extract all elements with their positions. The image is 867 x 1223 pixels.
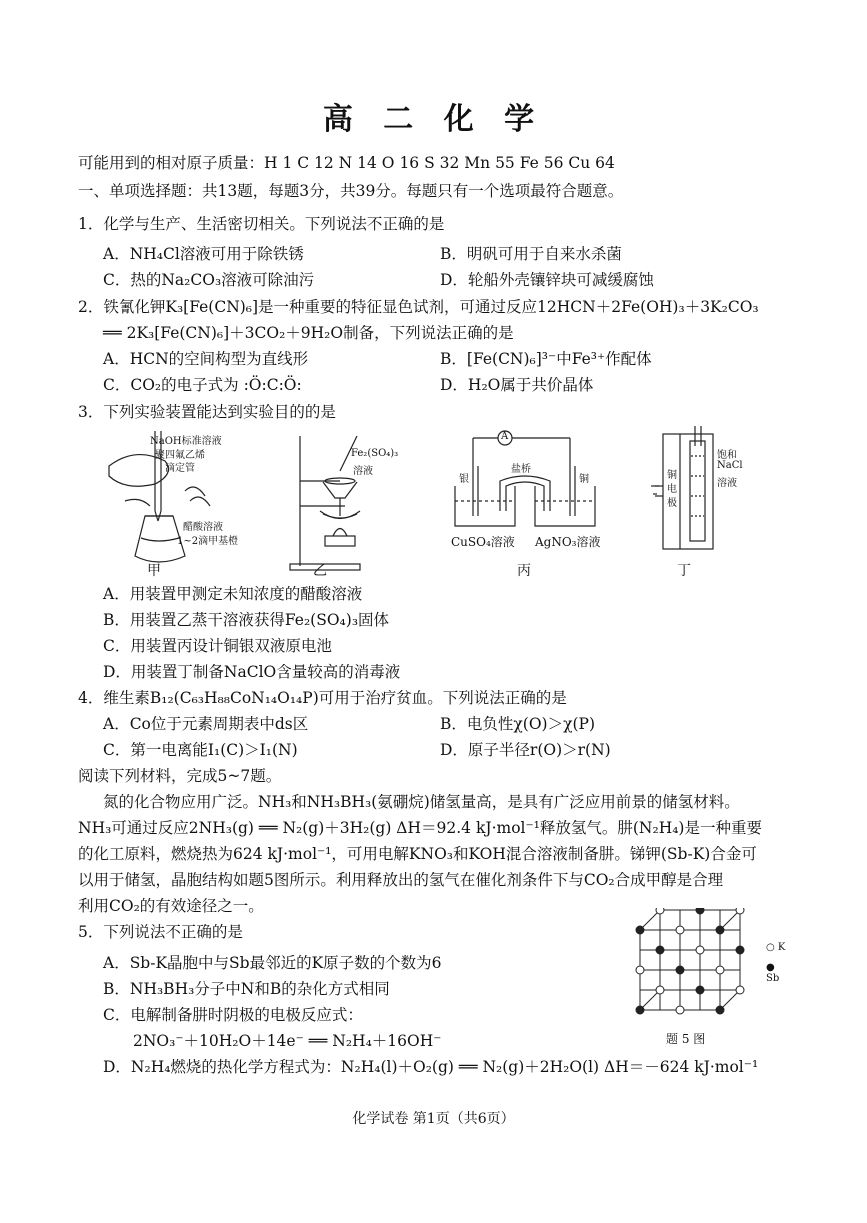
exam-title: 高 二 化 学 — [322, 102, 545, 137]
legend-sb: ● Sb — [766, 962, 780, 984]
text-line: 一、单项选择题：共13题，每题3分，共39分。每题只有一个选项最符合题意。 — [78, 182, 624, 200]
label-naoh: NaOH标准溶液 — [150, 436, 222, 447]
caption-jia: 甲 — [147, 563, 161, 579]
k-atom — [736, 986, 744, 994]
text-line: 2．铁氰化钾K₃[Fe(CN)₆]是一种重要的特征显色试剂，可通过反应12HCN＋2Fe(OH)₃＋3K₂CO₃ — [78, 298, 759, 316]
sb-atom — [656, 946, 664, 954]
sb-atom — [736, 946, 744, 954]
label-indicator: 1~2滴甲基橙 — [177, 536, 239, 547]
label-cuso4: CuSO₄溶液 — [451, 535, 515, 549]
crystal-cell-figure — [628, 908, 788, 1048]
text-line: C．用装置丙设计铜银双液原电池 — [103, 637, 332, 655]
label-nacl: NaCl — [717, 460, 743, 471]
caption-ding: 丁 — [677, 563, 691, 579]
text-line: B．[Fe(CN)₆]³⁻中Fe³⁺作配体 — [440, 350, 652, 368]
text-line: C．电解制备肼时阴极的电极反应式： — [103, 1006, 363, 1024]
text-line: 可能用到的相对原子质量：H 1 C 12 N 14 O 16 S 32 Mn 55 Fe 56 Cu 64 — [78, 154, 615, 172]
text-line: 的化工原料，燃烧热为624 kJ·mol⁻¹，可用电解KNO₃和KOH混合溶液制备肼。锑钾(Sb-K)合金可 — [78, 845, 757, 863]
label-salt-bridge: 盐桥 — [511, 464, 531, 475]
text-line: A．HCN的空间构型为直线形 — [103, 350, 309, 368]
q3-apparatus-figure — [95, 426, 745, 581]
k-atom — [656, 986, 664, 994]
text-line: C．第一电离能I₁(C)＞I₁(N) — [103, 741, 298, 759]
sb-atom — [696, 908, 704, 914]
label-acetic: 醋酸溶液 — [183, 522, 223, 533]
text-line: A．用装置甲测定未知浓度的醋酸溶液 — [103, 585, 363, 603]
text-line: B．用装置乙蒸干溶液获得Fe₂(SO₄)₃固体 — [103, 611, 390, 629]
text-line: A．Sb-K晶胞中与Sb最邻近的K原子数的个数为6 — [103, 954, 442, 972]
text-line: NH₃可通过反应2NH₃(g) ══ N₂(g)＋3H₂(g) ΔH＝92.4 kJ·mol⁻¹释放氢气。肼(N₂H₄)是一种重要 — [78, 819, 762, 837]
text-line: B．电负性χ(O)＞χ(P) — [440, 715, 596, 733]
sb-atom — [676, 966, 684, 974]
text-line: 利用CO₂的有效途径之一。 — [78, 897, 264, 915]
text-line: ══ 2K₃[Fe(CN)₆]＋3CO₂＋9H₂O制备，下列说法正确的是 — [103, 324, 514, 342]
sb-atom — [636, 926, 644, 934]
label-copper: 铜 — [579, 474, 589, 485]
text-line: D．用装置丁制备NaClO含量较高的消毒液 — [103, 663, 401, 681]
text-line: D．N₂H₄燃烧的热化学方程式为：N₂H₄(l)＋O₂(g) ══ N₂(g)＋2H₂O(l) ΔH＝－624 kJ·mol⁻¹ — [103, 1058, 759, 1076]
label-saturated: 饱和 — [717, 450, 737, 461]
sb-atom — [716, 926, 724, 934]
caption-yi: 乙 — [313, 563, 327, 579]
k-atom — [716, 966, 724, 974]
crystal-cell-drawing — [628, 908, 788, 1023]
text-line: 2NO₃⁻＋10H₂O＋14e⁻ ══ N₂H₄＋16OH⁻ — [133, 1032, 442, 1050]
caption-bing: 丙 — [517, 563, 531, 579]
text-line: 阅读下列材料，完成5~7题。 — [78, 767, 282, 785]
text-line: B．明矾可用于自来水杀菌 — [440, 245, 622, 263]
label-agno3: AgNO₃溶液 — [535, 535, 601, 549]
k-atom — [736, 908, 744, 914]
text-line: D．轮船外壳镶锌块可减缓腐蚀 — [440, 271, 654, 289]
k-atom — [636, 966, 644, 974]
text-line: C．CO₂的电子式为 :Ö:C:Ö: — [103, 376, 302, 394]
sb-atom — [716, 1006, 724, 1014]
text-line: 3．下列实验装置能达到实验目的的是 — [78, 403, 336, 421]
label-burette: 滴定管 — [165, 463, 195, 474]
label-ptfe: 聚四氟乙烯 — [155, 450, 205, 461]
text-line: A．NH₄Cl溶液可用于除铁锈 — [103, 245, 304, 263]
text-line: 氮的化合物应用广泛。NH₃和NH₃BH₃(氨硼烷)储氢量高，是具有广泛应用前景的储氢材料。 — [103, 793, 740, 811]
ammeter-symbol: A — [501, 431, 509, 442]
sb-atom — [636, 1006, 644, 1014]
sb-atom — [696, 986, 704, 994]
text-line: D．原子半径r(O)＞r(N) — [440, 741, 611, 759]
label-cu-electrode-2: 电 — [667, 484, 677, 495]
text-line: B．NH₃BH₃分子中N和B的杂化方式相同 — [103, 980, 390, 998]
text-line: 4．维生素B₁₂(C₆₃H₈₈CoN₁₄O₁₄P)可用于治疗贫血。下列说法正确的是 — [78, 689, 567, 707]
k-atom — [696, 946, 704, 954]
text-line: 5．下列说法不正确的是 — [78, 923, 243, 941]
label-solution: 溶液 — [353, 466, 373, 477]
text-line: A．Co位于元素周期表中ds区 — [103, 715, 309, 733]
text-line: C．热的Na₂CO₃溶液可除油污 — [103, 271, 315, 289]
legend-k: ○ K — [766, 942, 786, 953]
text-line: 1．化学与生产、生活密切相关。下列说法不正确的是 — [78, 215, 445, 233]
label-solution-2: 溶液 — [717, 478, 737, 489]
label-fe2so4: Fe₂(SO₄)₃ — [351, 448, 399, 459]
text-line: 以用于储氢，晶胞结构如题5图所示。利用释放出的氢气在催化剂条件下与CO₂合成甲醇是合理 — [78, 871, 724, 889]
label-cu-electrode-1: 铜 — [667, 470, 677, 481]
k-atom — [656, 908, 664, 914]
text-line: D．H₂O属于共价晶体 — [440, 376, 594, 394]
label-silver: 银 — [459, 474, 469, 485]
figure5-caption: 题 5 图 — [666, 1032, 706, 1046]
page-footer: 化学试卷 第1页（共6页） — [352, 1111, 515, 1127]
k-atom — [676, 1006, 684, 1014]
label-cu-electrode-3: 极 — [667, 498, 677, 509]
k-atom — [676, 926, 684, 934]
